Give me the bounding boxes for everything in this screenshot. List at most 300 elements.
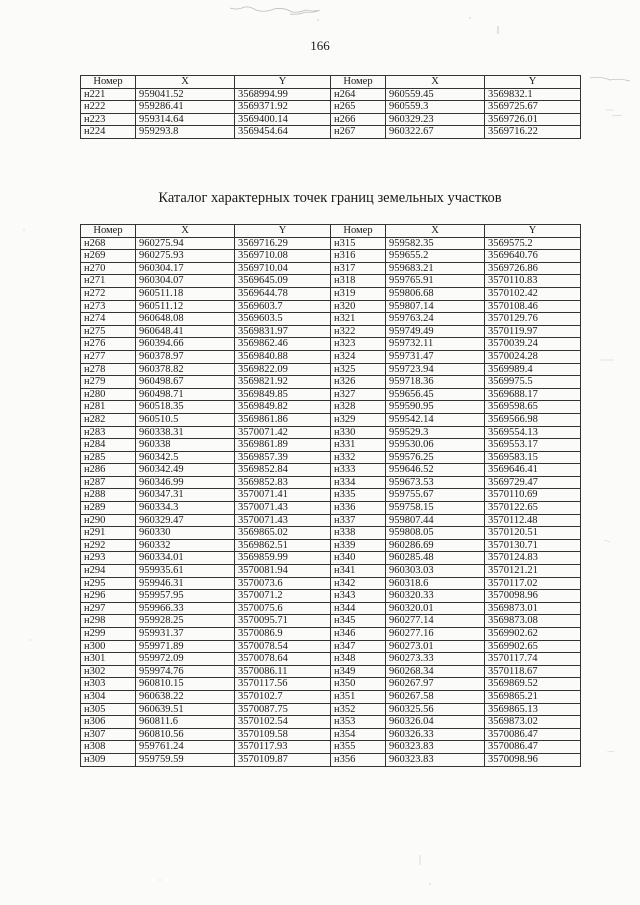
coord-y-cell: 3570071.43 (235, 502, 331, 515)
coord-x-cell: 960559.3 (386, 101, 485, 114)
coord-y-cell: 3570117.02 (485, 577, 581, 590)
point-id-cell: н309 (81, 753, 136, 766)
table-row (81, 300, 581, 313)
coord-y-cell: 3569603.7 (235, 300, 331, 313)
coord-x-cell: 959673.53 (386, 476, 485, 489)
coord-y-cell: 3569902.62 (485, 628, 581, 641)
coord-x-cell: 959806.68 (386, 287, 485, 300)
coord-y-cell: 3569832.1 (485, 88, 581, 101)
point-id-cell: н291 (81, 527, 136, 540)
coord-x-cell: 960304.07 (136, 275, 235, 288)
table-row (81, 653, 581, 666)
point-id-cell: н303 (81, 678, 136, 691)
header-number: Номер (331, 76, 386, 89)
coord-y-cell: 3569726.01 (485, 113, 581, 126)
coord-y-cell: 3569716.22 (485, 126, 581, 139)
header-number: Номер (331, 225, 386, 238)
point-id-cell: н323 (331, 338, 386, 351)
table-row (81, 363, 581, 376)
header-x: X (386, 225, 485, 238)
coord-y-cell: 3569646.41 (485, 464, 581, 477)
point-id-cell: н346 (331, 628, 386, 641)
point-id-cell: н301 (81, 653, 136, 666)
coord-y-cell: 3569821.92 (235, 376, 331, 389)
point-id-cell: н349 (331, 665, 386, 678)
coord-y-cell: 3570118.67 (485, 665, 581, 678)
table-row (81, 539, 581, 552)
coord-x-cell: 960648.08 (136, 313, 235, 326)
coord-x-cell: 960285.48 (386, 552, 485, 565)
coord-y-cell: 3569873.02 (485, 716, 581, 729)
coord-x-cell: 960342.49 (136, 464, 235, 477)
coord-x-cell: 959723.94 (386, 363, 485, 376)
point-id-cell: н321 (331, 313, 386, 326)
coord-x-cell: 959542.14 (386, 413, 485, 426)
coord-x-cell: 959582.35 (386, 237, 485, 250)
coord-y-cell: 3569822.09 (235, 363, 331, 376)
table-row (81, 451, 581, 464)
header-y: Y (235, 76, 331, 89)
point-id-cell: н352 (331, 703, 386, 716)
coord-y-cell: 3569598.65 (485, 401, 581, 414)
point-id-cell: н283 (81, 426, 136, 439)
coord-y-cell: 3570117.56 (235, 678, 331, 691)
point-id-cell: н271 (81, 275, 136, 288)
coord-x-cell: 959314.64 (136, 113, 235, 126)
coord-y-cell: 3569873.08 (485, 615, 581, 628)
table-row (81, 113, 581, 126)
coord-x-cell: 960323.83 (386, 753, 485, 766)
coord-y-cell: 3569840.88 (235, 350, 331, 363)
table-row (81, 640, 581, 653)
coord-x-cell: 960498.67 (136, 376, 235, 389)
coord-x-cell: 960277.16 (386, 628, 485, 641)
point-id-cell: н319 (331, 287, 386, 300)
coord-y-cell: 3569861.89 (235, 439, 331, 452)
coord-x-cell: 960304.17 (136, 262, 235, 275)
point-id-cell: н307 (81, 728, 136, 741)
table-body (81, 237, 581, 766)
point-id-cell: н348 (331, 653, 386, 666)
point-id-cell: н285 (81, 451, 136, 464)
coord-x-cell: 959931.37 (136, 628, 235, 641)
point-id-cell: н272 (81, 287, 136, 300)
point-id-cell: н288 (81, 489, 136, 502)
coord-x-cell: 960286.69 (386, 539, 485, 552)
coord-y-cell: 3570071.2 (235, 590, 331, 603)
coord-y-cell: 3570102.42 (485, 287, 581, 300)
point-id-cell: н327 (331, 388, 386, 401)
header-y: Y (235, 225, 331, 238)
coord-y-cell: 3569710.08 (235, 250, 331, 263)
coord-x-cell: 959646.52 (386, 464, 485, 477)
coord-x-cell: 960346.99 (136, 476, 235, 489)
table-row (81, 565, 581, 578)
point-id-cell: н287 (81, 476, 136, 489)
coord-y-cell: 3570086.47 (485, 728, 581, 741)
coord-y-cell: 3569849.82 (235, 401, 331, 414)
table-row (81, 665, 581, 678)
coord-y-cell: 3569554.13 (485, 426, 581, 439)
table-row (81, 489, 581, 502)
coord-x-cell: 959755.67 (386, 489, 485, 502)
point-id-cell: н277 (81, 350, 136, 363)
point-id-cell: н325 (331, 363, 386, 376)
coord-x-cell: 960338.31 (136, 426, 235, 439)
header-x: X (386, 76, 485, 89)
point-id-cell: н275 (81, 325, 136, 338)
catalog-title: Каталог характерных точек границ земельных участков (158, 190, 502, 206)
point-id-cell: н356 (331, 753, 386, 766)
coord-y-cell: 3569583.15 (485, 451, 581, 464)
table-row (81, 325, 581, 338)
point-id-cell: н317 (331, 262, 386, 275)
point-id-cell: н222 (81, 101, 136, 114)
coord-y-cell: 3570086.9 (235, 628, 331, 641)
coord-x-cell: 960510.5 (136, 413, 235, 426)
coord-x-cell: 959807.44 (386, 514, 485, 527)
coord-y-cell: 3569553.17 (485, 439, 581, 452)
coord-y-cell: 3569852.84 (235, 464, 331, 477)
coord-x-cell: 960511.12 (136, 300, 235, 313)
coord-x-cell: 959972.09 (136, 653, 235, 666)
point-id-cell: н318 (331, 275, 386, 288)
coord-x-cell: 960268.34 (386, 665, 485, 678)
point-id-cell: н338 (331, 527, 386, 540)
page-number: 166 (310, 38, 330, 53)
coord-x-cell: 960334.3 (136, 502, 235, 515)
coord-x-cell: 960323.83 (386, 741, 485, 754)
point-id-cell: н351 (331, 690, 386, 703)
table-row (81, 237, 581, 250)
coord-y-cell: 3569566.98 (485, 413, 581, 426)
coord-y-cell: 3569831.97 (235, 325, 331, 338)
point-id-cell: н326 (331, 376, 386, 389)
coord-x-cell: 960338 (136, 439, 235, 452)
coord-y-cell: 3570102.7 (235, 690, 331, 703)
point-id-cell: н341 (331, 565, 386, 578)
point-id-cell: н223 (81, 113, 136, 126)
table-row (81, 413, 581, 426)
coord-y-cell: 3569726.86 (485, 262, 581, 275)
coord-x-cell: 960275.94 (136, 237, 235, 250)
point-id-cell: н284 (81, 439, 136, 452)
point-id-cell: н281 (81, 401, 136, 414)
point-id-cell: н305 (81, 703, 136, 716)
coord-x-cell: 959946.31 (136, 577, 235, 590)
point-id-cell: н274 (81, 313, 136, 326)
point-id-cell: н340 (331, 552, 386, 565)
point-id-cell: н320 (331, 300, 386, 313)
point-id-cell: н278 (81, 363, 136, 376)
point-id-cell: н296 (81, 590, 136, 603)
table-header-row (81, 225, 581, 238)
table-row (81, 476, 581, 489)
coord-x-cell: 960273.33 (386, 653, 485, 666)
point-id-cell: н282 (81, 413, 136, 426)
coord-y-cell: 3570078.64 (235, 653, 331, 666)
coordinates-table-continued (80, 75, 581, 139)
coord-x-cell: 960332 (136, 539, 235, 552)
coord-x-cell: 959759.59 (136, 753, 235, 766)
coord-x-cell: 959655.2 (386, 250, 485, 263)
point-id-cell: н300 (81, 640, 136, 653)
point-id-cell: н304 (81, 690, 136, 703)
coord-x-cell: 959656.45 (386, 388, 485, 401)
point-id-cell: н315 (331, 237, 386, 250)
coord-y-cell: 3570086.47 (485, 741, 581, 754)
point-id-cell: н344 (331, 602, 386, 615)
point-id-cell: н279 (81, 376, 136, 389)
point-id-cell: н333 (331, 464, 386, 477)
coord-x-cell: 960326.33 (386, 728, 485, 741)
coord-x-cell: 960518.35 (136, 401, 235, 414)
coord-x-cell: 960273.01 (386, 640, 485, 653)
point-id-cell: н339 (331, 539, 386, 552)
table-row (81, 464, 581, 477)
point-id-cell: н297 (81, 602, 136, 615)
point-id-cell: н335 (331, 489, 386, 502)
coord-x-cell: 960810.56 (136, 728, 235, 741)
coord-y-cell: 3568994.99 (235, 88, 331, 101)
coord-x-cell: 959530.06 (386, 439, 485, 452)
coord-y-cell: 3569865.13 (485, 703, 581, 716)
coord-y-cell: 3570122.65 (485, 502, 581, 515)
coord-y-cell: 3569716.29 (235, 237, 331, 250)
coord-y-cell: 3570071.42 (235, 426, 331, 439)
coord-x-cell: 959928.25 (136, 615, 235, 628)
point-id-cell: н269 (81, 250, 136, 263)
point-id-cell: н354 (331, 728, 386, 741)
coord-y-cell: 3569645.09 (235, 275, 331, 288)
header-y: Y (485, 225, 581, 238)
coord-x-cell: 960639.51 (136, 703, 235, 716)
table-row (81, 602, 581, 615)
point-id-cell: н328 (331, 401, 386, 414)
table-row (81, 126, 581, 139)
point-id-cell: н331 (331, 439, 386, 452)
coord-y-cell: 3570095.71 (235, 615, 331, 628)
coord-x-cell: 960498.71 (136, 388, 235, 401)
point-id-cell: н224 (81, 126, 136, 139)
table-row (81, 552, 581, 565)
point-id-cell: н295 (81, 577, 136, 590)
coord-y-cell: 3570098.96 (485, 753, 581, 766)
coord-x-cell: 960347.31 (136, 489, 235, 502)
point-id-cell: н337 (331, 514, 386, 527)
table-body (81, 88, 581, 138)
point-id-cell: н330 (331, 426, 386, 439)
point-id-cell: н347 (331, 640, 386, 653)
coord-x-cell: 960342.5 (136, 451, 235, 464)
coord-y-cell: 3569975.5 (485, 376, 581, 389)
table-row (81, 527, 581, 540)
coord-x-cell: 959974.76 (136, 665, 235, 678)
coord-y-cell: 3570110.83 (485, 275, 581, 288)
point-id-cell: н266 (331, 113, 386, 126)
table-row (81, 577, 581, 590)
coord-x-cell: 959576.25 (386, 451, 485, 464)
point-id-cell: н270 (81, 262, 136, 275)
coord-y-cell: 3569857.39 (235, 451, 331, 464)
coord-x-cell: 960277.14 (386, 615, 485, 628)
point-id-cell: н329 (331, 413, 386, 426)
point-id-cell: н355 (331, 741, 386, 754)
coord-y-cell: 3569729.47 (485, 476, 581, 489)
table-row (81, 741, 581, 754)
coord-y-cell: 3570120.51 (485, 527, 581, 540)
coord-y-cell: 3569865.21 (485, 690, 581, 703)
point-id-cell: н298 (81, 615, 136, 628)
table-row (81, 439, 581, 452)
point-id-cell: н267 (331, 126, 386, 139)
table-row (81, 313, 581, 326)
coord-x-cell: 960511.18 (136, 287, 235, 300)
coord-y-cell: 3570075.6 (235, 602, 331, 615)
point-id-cell: н322 (331, 325, 386, 338)
point-id-cell: н345 (331, 615, 386, 628)
coord-y-cell: 3570087.75 (235, 703, 331, 716)
coord-y-cell: 3570086.11 (235, 665, 331, 678)
coord-y-cell: 3569710.04 (235, 262, 331, 275)
coord-x-cell: 960267.97 (386, 678, 485, 691)
coord-x-cell: 960329.23 (386, 113, 485, 126)
coord-y-cell: 3570024.28 (485, 350, 581, 363)
coord-x-cell: 959957.95 (136, 590, 235, 603)
coord-x-cell: 960330 (136, 527, 235, 540)
coord-y-cell: 3569873.01 (485, 602, 581, 615)
coord-y-cell: 3569862.51 (235, 539, 331, 552)
table-row (81, 716, 581, 729)
coord-y-cell: 3569603.5 (235, 313, 331, 326)
coord-y-cell: 3569371.92 (235, 101, 331, 114)
point-id-cell: н334 (331, 476, 386, 489)
coord-y-cell: 3569859.99 (235, 552, 331, 565)
table-row (81, 678, 581, 691)
point-id-cell: н276 (81, 338, 136, 351)
table-row (81, 753, 581, 766)
point-id-cell: н268 (81, 237, 136, 250)
coord-x-cell: 960326.04 (386, 716, 485, 729)
table-row (81, 338, 581, 351)
point-id-cell: н324 (331, 350, 386, 363)
point-id-cell: н286 (81, 464, 136, 477)
point-id-cell: н299 (81, 628, 136, 641)
table-row (81, 262, 581, 275)
coord-y-cell: 3569852.83 (235, 476, 331, 489)
table-row (81, 388, 581, 401)
coord-x-cell: 959293.8 (136, 126, 235, 139)
coord-y-cell: 3569862.46 (235, 338, 331, 351)
coord-x-cell: 960303.03 (386, 565, 485, 578)
coord-y-cell: 3570119.97 (485, 325, 581, 338)
coord-x-cell: 960334.01 (136, 552, 235, 565)
coord-y-cell: 3570121.21 (485, 565, 581, 578)
coord-x-cell: 960275.93 (136, 250, 235, 263)
coord-y-cell: 3569454.64 (235, 126, 331, 139)
point-id-cell: н336 (331, 502, 386, 515)
coord-x-cell: 960320.01 (386, 602, 485, 615)
coord-x-cell: 959041.52 (136, 88, 235, 101)
coord-x-cell: 960267.58 (386, 690, 485, 703)
table-row (81, 101, 581, 114)
coord-y-cell: 3569865.02 (235, 527, 331, 540)
point-id-cell: н265 (331, 101, 386, 114)
coord-x-cell: 960810.15 (136, 678, 235, 691)
table-row (81, 376, 581, 389)
coord-x-cell: 959935.61 (136, 565, 235, 578)
coord-x-cell: 960325.56 (386, 703, 485, 716)
point-id-cell: н290 (81, 514, 136, 527)
table-row (81, 250, 581, 263)
header-number: Номер (81, 76, 136, 89)
coord-y-cell: 3570071.43 (235, 514, 331, 527)
coord-y-cell: 3570109.58 (235, 728, 331, 741)
coord-y-cell: 3570081.94 (235, 565, 331, 578)
coord-y-cell: 3570039.24 (485, 338, 581, 351)
point-id-cell: н293 (81, 552, 136, 565)
coord-y-cell: 3569644.78 (235, 287, 331, 300)
coord-y-cell: 3570073.6 (235, 577, 331, 590)
point-id-cell: н273 (81, 300, 136, 313)
coord-x-cell: 959808.05 (386, 527, 485, 540)
coord-x-cell: 959683.21 (386, 262, 485, 275)
coord-y-cell: 3569575.2 (485, 237, 581, 250)
coord-x-cell: 960320.33 (386, 590, 485, 603)
table-row (81, 628, 581, 641)
coord-y-cell: 3570108.46 (485, 300, 581, 313)
coord-x-cell: 960322.67 (386, 126, 485, 139)
point-id-cell: н221 (81, 88, 136, 101)
point-id-cell: н308 (81, 741, 136, 754)
table-row (81, 703, 581, 716)
table-row (81, 275, 581, 288)
table-row (81, 615, 581, 628)
table-row (81, 514, 581, 527)
table-row (81, 728, 581, 741)
coord-x-cell: 959718.36 (386, 376, 485, 389)
coord-x-cell: 960559.45 (386, 88, 485, 101)
coord-x-cell: 959749.49 (386, 325, 485, 338)
coord-x-cell: 959731.47 (386, 350, 485, 363)
coord-y-cell: 3569869.52 (485, 678, 581, 691)
coord-x-cell: 960638.22 (136, 690, 235, 703)
coord-y-cell: 3570071.41 (235, 489, 331, 502)
coord-y-cell: 3570117.74 (485, 653, 581, 666)
table-row (81, 590, 581, 603)
coord-y-cell: 3569989.4 (485, 363, 581, 376)
coord-y-cell: 3570102.54 (235, 716, 331, 729)
table-row (81, 88, 581, 101)
table-row (81, 502, 581, 515)
coord-x-cell: 960329.47 (136, 514, 235, 527)
coord-x-cell: 959590.95 (386, 401, 485, 414)
point-id-cell: н306 (81, 716, 136, 729)
coord-x-cell: 960394.66 (136, 338, 235, 351)
table-row (81, 401, 581, 414)
header-x: X (136, 76, 235, 89)
coord-y-cell: 3570117.93 (235, 741, 331, 754)
point-id-cell: н350 (331, 678, 386, 691)
coord-y-cell: 3570109.87 (235, 753, 331, 766)
coord-x-cell: 959807.14 (386, 300, 485, 313)
boundary-points-catalog-table (80, 224, 581, 767)
coord-y-cell: 3569640.76 (485, 250, 581, 263)
point-id-cell: н342 (331, 577, 386, 590)
coord-y-cell: 3570130.71 (485, 539, 581, 552)
coord-x-cell: 959763.24 (386, 313, 485, 326)
coord-x-cell: 959758.15 (386, 502, 485, 515)
